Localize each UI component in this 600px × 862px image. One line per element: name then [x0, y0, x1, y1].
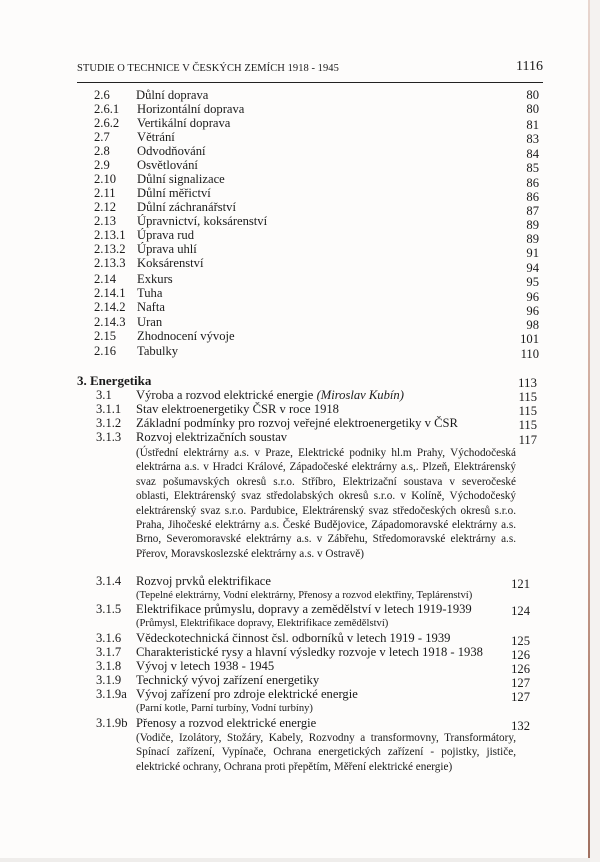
toc-entry-page: 86 — [526, 190, 539, 204]
toc-entry-page: 85 — [526, 161, 539, 175]
toc-entry-note: (Tepelné elektrárny, Vodní elektrárny, Přenosy a rozvod elektřiny, Teplárenství) — [136, 590, 473, 601]
toc-entry-number: 2.14.2 — [94, 300, 126, 314]
toc-entry-title: Zhodnocení vývoje — [137, 329, 235, 343]
toc-entry-number: 3.1.7 — [96, 645, 122, 659]
toc-entry-number: 3.1 — [96, 388, 112, 402]
toc-entry-title: Technický vývoj zařízení energetiky — [136, 673, 320, 687]
page-number: 1116 — [516, 59, 543, 74]
toc-entry-number: 2.7 — [94, 130, 110, 144]
toc-entry-page: 91 — [526, 246, 539, 260]
toc-entry-title — [136, 388, 404, 402]
chapter-title: 3. Energetika — [77, 373, 152, 388]
toc-entry-number: 2.11 — [94, 186, 116, 200]
toc-entry-number: 2.9 — [94, 158, 110, 172]
toc-entry-page: 87 — [526, 204, 539, 218]
toc-entry-title: Základní podmínky pro rozvoj veřejné elektroenergetiky v ČSR — [136, 416, 458, 430]
toc-entry-title: Úpravnictví, koksárenství — [137, 214, 268, 228]
toc-entry-number: 2.6.1 — [94, 102, 120, 116]
toc-entry-page: 115 — [518, 390, 537, 404]
toc-entry-title: Exkurs — [137, 272, 173, 286]
toc-entry-page: 101 — [520, 332, 539, 346]
toc-entry-title-text: Výroba a rozvod elektrické energie — [136, 388, 314, 402]
toc-entry-page: 80 — [526, 88, 539, 102]
toc-entry-page: 89 — [526, 218, 539, 232]
toc-entry-number: 2.13.1 — [94, 228, 126, 242]
toc-entry-number: 2.13 — [94, 214, 117, 228]
toc-entry-title: Větrání — [137, 130, 175, 144]
toc-entry-note: (Parní kotle, Parní turbíny, Vodní turbíny) — [136, 703, 313, 714]
toc-entry-note: (Průmysl, Elektrifikace dopravy, Elektrifikace zemědělství) — [136, 618, 389, 629]
toc-entry-title: Osvětlování — [137, 158, 198, 172]
toc-entry-number: 2.13.2 — [94, 242, 126, 256]
toc-entry-page: 127 — [511, 676, 530, 690]
toc-entry-page: 117 — [518, 433, 537, 447]
toc-entry-title: Vývoj v letech 1938 - 1945 — [136, 659, 275, 673]
toc-entry-number: 2.14 — [94, 272, 117, 286]
toc-entry-page: 80 — [526, 102, 539, 116]
toc-entry-number: 3.1.9a — [96, 687, 127, 701]
toc-entry-number: 2.14.3 — [94, 315, 126, 329]
toc-entry-number: 2.10 — [94, 172, 117, 186]
toc-entry-number: 3.1.3 — [96, 430, 122, 444]
page-edge-line — [588, 0, 590, 862]
toc-entry-page: 84 — [526, 147, 539, 161]
toc-entry-author: (Miroslav Kubín) — [316, 388, 404, 402]
toc-entry-page: 126 — [511, 648, 530, 662]
toc-entry-title: Vertikální doprava — [137, 116, 231, 130]
toc-entry-number: 3.1.5 — [96, 602, 122, 616]
page-edge-shadow — [590, 0, 600, 862]
toc-entry-title: Uran — [137, 315, 163, 329]
toc-entry-title: Důlní doprava — [136, 88, 209, 102]
toc-entry-number: 2.16 — [94, 344, 117, 358]
toc-entry-page: 132 — [511, 719, 530, 733]
toc-entry-page: 124 — [511, 604, 530, 618]
toc-entry-title: Rozvoj prvků elektrifikace — [136, 574, 271, 588]
toc-entry-title: Úprava uhlí — [137, 242, 197, 256]
toc-entry-page: 121 — [511, 577, 530, 591]
toc-entry-page: 115 — [518, 404, 537, 418]
toc-entry-title: Úprava rud — [137, 228, 194, 242]
toc-entry-number: 2.13.3 — [94, 256, 126, 270]
toc-entry-page: 86 — [526, 176, 539, 190]
running-header-title: STUDIE O TECHNICE V ČESKÝCH ZEMÍCH 1918 - 1945 — [77, 63, 339, 74]
toc-entry-number: 3.1.2 — [96, 416, 122, 430]
toc-entry-number: 3.1.9b — [96, 716, 128, 730]
toc-entry-number: 2.8 — [94, 144, 110, 158]
toc-entry-title: Koksárenství — [137, 256, 204, 270]
toc-entry-title: Důlní měřictví — [137, 186, 211, 200]
toc-entry-page: 127 — [511, 690, 530, 704]
toc-entry-page: 83 — [526, 132, 539, 146]
toc-entry-number: 2.15 — [94, 329, 117, 343]
page-bottom-shadow — [0, 858, 590, 862]
toc-entry-page: 115 — [518, 418, 537, 432]
toc-entry-page: 126 — [511, 662, 530, 676]
toc-entry-page: 96 — [526, 290, 539, 304]
toc-entry-title: Odvodňování — [137, 144, 206, 158]
toc-entry-title: Rozvoj elektrizačních soustav — [136, 430, 288, 444]
running-header — [77, 56, 543, 83]
toc-entry-number: 3.1.4 — [96, 574, 122, 588]
toc-entry-number: 3.1.1 — [96, 402, 122, 416]
toc-entry-number: 3.1.9 — [96, 673, 122, 687]
toc-entry-number: 3.1.6 — [96, 631, 122, 645]
chapter-page: 113 — [517, 375, 537, 390]
toc-entry-title: Nafta — [137, 300, 165, 314]
toc-entry-title: Stav elektroenergetiky ČSR v roce 1918 — [136, 402, 339, 416]
toc-entry-note: (Vodiče, Izolátory, Stožáry, Kabely, Rozvodny a transformovny, Transformátory, Spínací zařízení, Vypínače, Ochrana energetických zařízení - pojistky, jističe, elektrické ochrany, Ochrana proti přepětím, Měření elektrické energie) — [136, 732, 516, 773]
toc-entry-number: 2.12 — [94, 200, 117, 214]
toc-entry-number: 2.14.1 — [94, 286, 126, 300]
toc-entry-title: Vědeckotechnická činnost čsl. odborníků v letech 1919 - 1939 — [136, 631, 451, 645]
toc-entry-page: 125 — [511, 634, 530, 648]
toc-entry-note: (Ústřední elektrárny a.s. v Praze, Elektrické podniky hl.m Prahy, Východočeská elektrárna a.s. v Hradci Králové, Západočeské elektrárny a.s,. Plzeň, Elektrárenský svaz pošumavských okresů s.r.o. Stříbro, Elektrizační soustava v severočeské oblasti, Elektrárenský svaz středolabských okresů s.r.o. v Kolíně, Východočeský elektrárenský svaz s.r.o. Pardubice, Elektrárenský svaz středočeských okresů s.r.o. Praha, Jihočeské elektrárny a.s. České Budějovice, Západomoravské elektrárny a.s. Brno, Severomoravské elektrárny a.s. v Zábřehu, Středomoravské elektrárny a.s. Přerov, Moravskoslezské elektrárny a.s. v Ostravě) — [136, 447, 516, 560]
toc-entry-page: 94 — [526, 261, 539, 275]
toc-entry-number: 2.6 — [94, 88, 110, 102]
toc-entry-title: Důlní signalizace — [137, 172, 225, 186]
toc-entry-title: Tuha — [137, 286, 163, 300]
toc-entry-title: Elektrifikace průmyslu, dopravy a zemědělství v letech 1919-1939 — [136, 602, 472, 616]
toc-entry-page: 98 — [526, 318, 539, 332]
toc-entry-title: Tabulky — [137, 344, 179, 358]
toc-entry-page: 89 — [526, 232, 539, 246]
toc-entry-title: Vývoj zařízení pro zdroje elektrické energie — [136, 687, 358, 701]
toc-entry-title: Přenosy a rozvod elektrické energie — [136, 716, 317, 730]
toc-entry-title: Charakteristické rysy a hlavní výsledky rozvoje v letech 1918 - 1938 — [136, 645, 483, 659]
toc-entry-page: 81 — [526, 118, 539, 132]
toc-entry-page: 95 — [526, 275, 539, 289]
toc-entry-number: 2.6.2 — [94, 116, 120, 130]
toc-entry-page: 110 — [520, 347, 539, 361]
toc-entry-number: 3.1.8 — [96, 659, 122, 673]
toc-entry-page: 96 — [526, 304, 539, 318]
toc-entry-title: Důlní záchranářství — [137, 200, 236, 214]
toc-entry-title: Horizontální doprava — [137, 102, 245, 116]
